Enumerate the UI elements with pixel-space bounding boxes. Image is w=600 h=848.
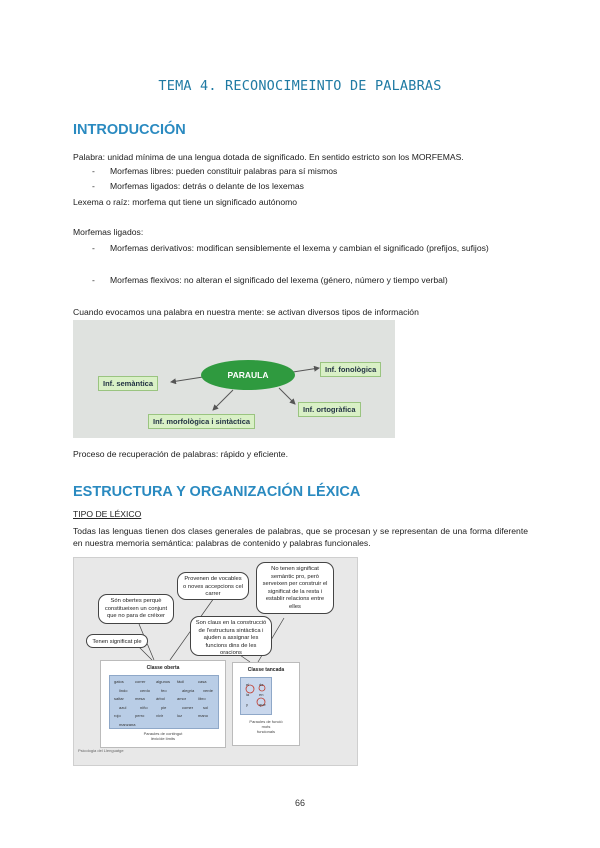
structure-paragraph: Todas las lenguas tienen dos clases generales de palabras, que se procesan y se representan de una forma diferente en nuestra memoria semántica: palabras de contenido y palabras funcionales.	[73, 526, 528, 548]
open-class-word: azul	[119, 704, 127, 710]
word-information-diagram	[73, 320, 395, 438]
open-class-word: mesa	[135, 696, 145, 701]
open-class-word: alegría	[182, 687, 195, 693]
lexicon-types-diagram	[73, 557, 358, 766]
open-class-word: algunos	[156, 679, 171, 684]
paraula-hub: PARAULA	[201, 360, 295, 390]
bubble-vocables: Provenen de vocables o noves accepcions cel carrer	[177, 572, 249, 600]
open-class-word: niño	[140, 704, 148, 710]
closed-class-word: el	[246, 682, 250, 687]
open-class-word: feo	[161, 687, 167, 693]
page-number: 66	[294, 798, 305, 808]
open-class-word: libro	[198, 696, 206, 701]
closed-class-caption: Paraules de funció mots funcionals	[249, 719, 283, 734]
proceso-text: Proceso de recuperación de palabras: rápido y eficiente.	[73, 449, 288, 459]
closed-class-word: de	[259, 682, 264, 687]
closed-class-word: la	[246, 692, 250, 697]
open-class-word: amor	[177, 696, 187, 701]
lexema-definition: Lexema o raíz: morfema qut tiene un significado autónomo	[73, 197, 298, 207]
list-item: - Morfemas ligados: detrás o delante de los lexemas	[92, 181, 304, 191]
intro-heading: INTRODUCCIÓN	[73, 122, 186, 138]
open-class-word: gatos	[114, 679, 124, 684]
open-class-word: luz	[177, 713, 183, 718]
open-class-word: casa	[198, 679, 207, 684]
bubble-no-tienen: No tenen significat semàntic pro, però serveixen per construir el significat de la resta i establir relacions entre elles	[256, 562, 334, 614]
bubble-claves: Son claus en la construcció de l'estructura sintàctica i ajuden a assignar les funcions dins de les oracions	[190, 616, 272, 656]
tipo-lexico-label: TIPO DE LÉXICO	[73, 509, 142, 519]
open-class-word: lindo	[119, 687, 128, 693]
ligados-heading: Morfemas ligados:	[73, 227, 144, 237]
open-class-word: perro	[135, 713, 145, 718]
open-class-word: manzana	[119, 721, 136, 727]
structure-heading: ESTRUCTURA Y ORGANIZACIÓN LÉXICA	[73, 484, 361, 500]
open-class-word: rojo	[114, 713, 121, 718]
open-class-word: mano	[198, 713, 209, 718]
diagram-source: Psicologia del Llenguatge	[78, 748, 124, 753]
open-class-label: Classe oberta	[146, 665, 180, 671]
open-class-word: verde	[203, 687, 214, 693]
open-class-word: pie	[161, 704, 167, 710]
closed-class-wordbox	[240, 677, 272, 715]
open-class-wordbox	[109, 675, 219, 729]
open-class-caption: Paraules de contingut lèxic/de límits	[143, 731, 183, 741]
closed-class-word: que	[259, 702, 266, 707]
list-item: - Morfemas derivativos: modifican sensiblemente el lexema y cambian el significado (prefijos, sufijos)	[92, 243, 489, 253]
open-class-word: árbol	[156, 696, 165, 701]
closed-class-label: Classe tancada	[247, 667, 285, 673]
open-class-word: saltar	[114, 696, 124, 701]
closed-class-word: en	[259, 692, 264, 697]
node-semantica: Inf. semàntica	[98, 376, 158, 391]
node-morfologica: Inf. morfològica i sintàctica	[148, 414, 255, 429]
open-class-word: comer	[182, 704, 194, 710]
open-class-word: correr	[135, 679, 146, 684]
page-title: TEMA 4. RECONOCIMEINTO DE PALABRAS	[158, 78, 442, 94]
closed-class-word: y	[246, 702, 248, 707]
node-fonologica: Inf. fonològica	[320, 362, 381, 377]
open-class-word: vivir	[156, 713, 164, 718]
node-ortografica: Inf. ortogràfica	[298, 402, 361, 417]
open-class-panel	[100, 660, 226, 748]
open-class-word: fácil	[177, 679, 185, 684]
evocar-text: Cuando evocamos una palabra en nuestra mente: se activan diversos tipos de información	[73, 307, 419, 317]
bubble-abiertas: Són obertes perquè constitueixen un conjunt que no para de créixer	[98, 594, 174, 624]
bubble-tienen: Tenen significat ple	[86, 634, 148, 648]
open-class-word: cerdo	[140, 687, 151, 693]
palabra-definition: Palabra: unidad mínima de una lengua dotada de significado. En sentido estricto son los MORFEMAS.	[73, 152, 464, 162]
list-item: - Morfemas libres: pueden constituir palabras para sí mismos	[92, 166, 338, 176]
open-class-word: sol	[203, 704, 209, 710]
closed-class-panel	[232, 662, 300, 746]
list-item: - Morfemas flexivos: no alteran el significado del lexema (género, número y tiempo verbal)	[92, 275, 448, 285]
